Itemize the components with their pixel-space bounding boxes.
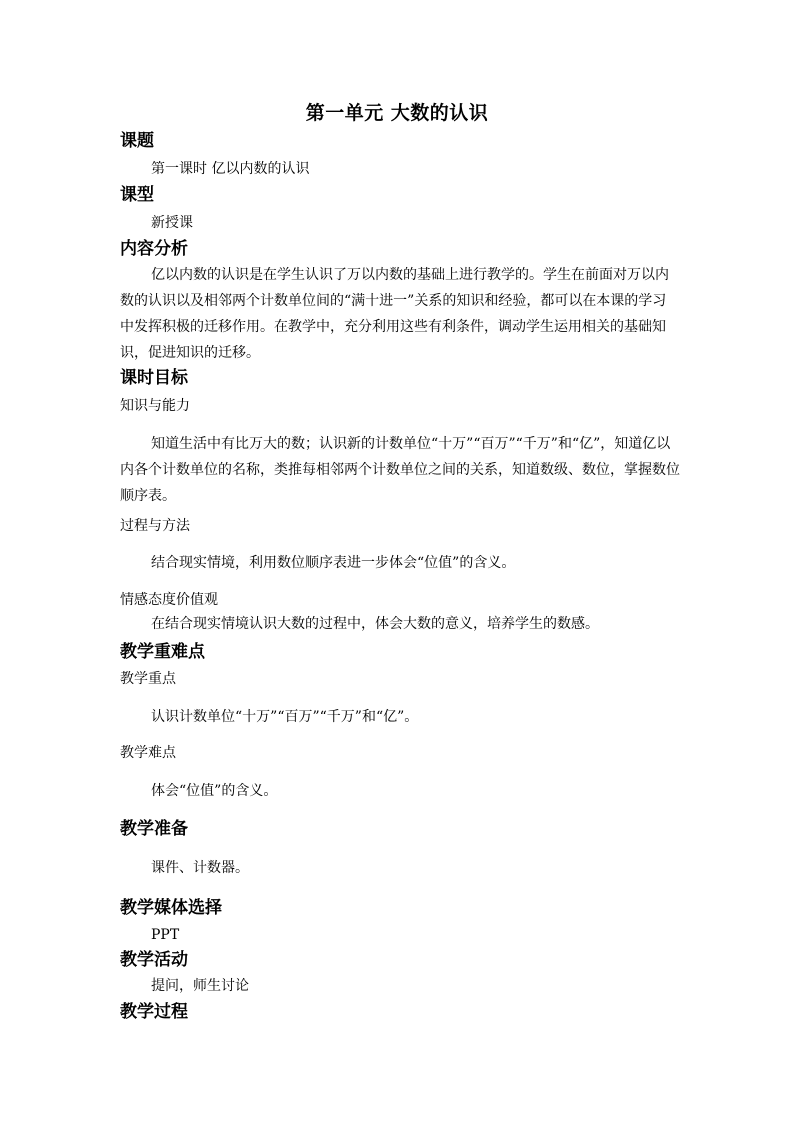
media-text: PPT	[151, 927, 180, 943]
heading-topic: 课题	[120, 131, 154, 151]
heading-content-analysis: 内容分析	[120, 239, 188, 259]
label-focus: 教学重点	[120, 671, 176, 687]
focus-text: 认识计数单位“十万”“百万”“千万”和“亿”。	[151, 709, 419, 725]
preparation-text: 课件、计数器。	[151, 860, 249, 876]
knowledge-text: 知道生活中有比万大的数；认识新的计数单位“十万”“百万”“千万”和“亿”，知道亿以内各个计数单位的名称，类推每相邻两个计数单位之间的关系，知道数级、数位，掌握数位顺序表。	[120, 436, 680, 504]
heading-objectives: 课时目标	[120, 368, 188, 388]
activities-text: 提问，师生讨论	[151, 978, 249, 994]
topic-text: 第一课时 亿以内数的认识	[151, 161, 310, 177]
label-difficulty: 教学难点	[120, 745, 176, 761]
difficulty-text: 体会“位值”的含义。	[151, 783, 278, 799]
label-knowledge: 知识与能力	[120, 398, 190, 414]
process-text: 结合现实情境，利用数位顺序表进一步体会“位值”的含义。	[151, 555, 516, 571]
document-title: 第一单元 大数的认识	[305, 102, 489, 124]
attitude-text: 在结合现实情境认识大数的过程中，体会大数的意义，培养学生的数感。	[151, 616, 599, 632]
heading-preparation: 教学准备	[120, 819, 188, 839]
heading-activities: 教学活动	[120, 950, 188, 970]
label-attitude: 情感态度价值观	[120, 592, 218, 608]
heading-lesson-type: 课型	[120, 185, 154, 205]
content-analysis-text: 亿以内数的认识是在学生认识了万以内数的基础上进行教学的。学生在前面对万以内数的认识以及相邻两个计数单位间的“满十进一”关系的知识和经验，都可以在本课的学习中发挥积极的迁移作用。在教学中，充分利用这些有利条件，调动学生运用相关的基础知识，促进知识的迁移。	[120, 267, 669, 361]
heading-process: 教学过程	[120, 1002, 188, 1022]
label-process: 过程与方法	[120, 518, 190, 534]
heading-key-points: 教学重难点	[120, 642, 205, 662]
content-analysis-paragraph	[120, 262, 680, 366]
lesson-type-text: 新授课	[151, 215, 193, 231]
heading-media: 教学媒体选择	[120, 898, 222, 918]
knowledge-paragraph	[120, 431, 680, 509]
